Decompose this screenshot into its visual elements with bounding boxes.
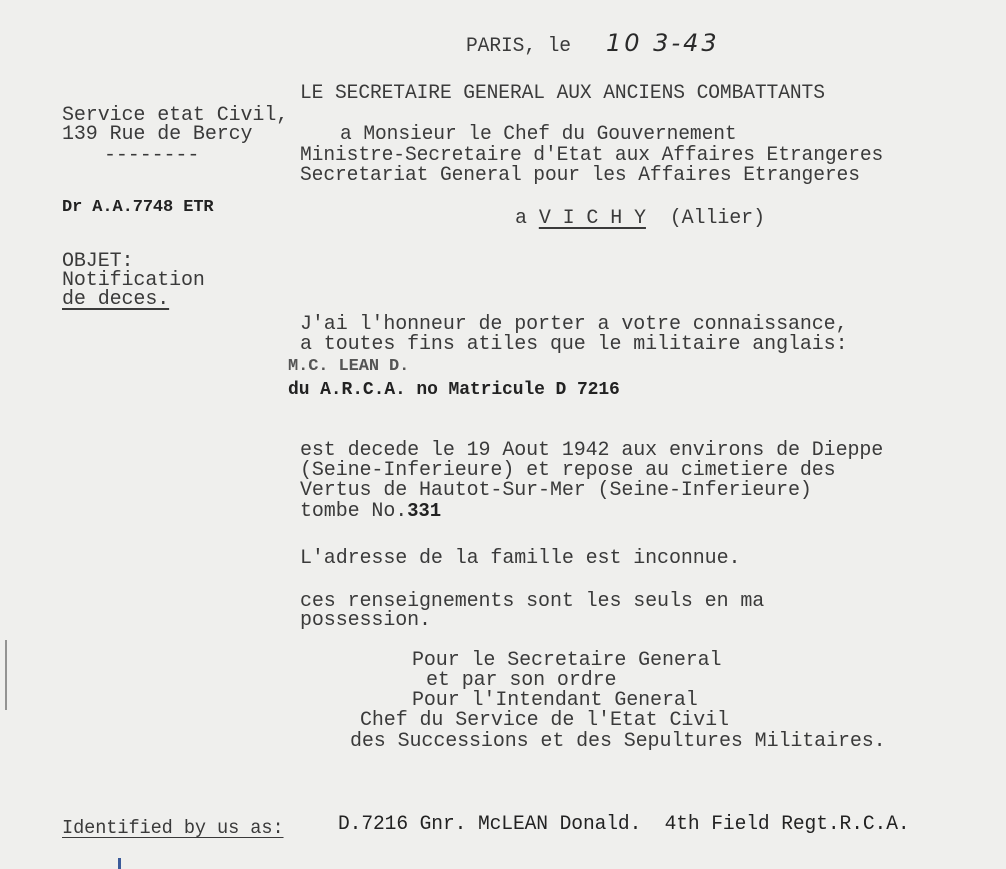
recipient-line-2: Ministre-Secretaire d'Etat aux Affaires Etrangeres bbox=[300, 144, 884, 167]
death-line-2: (Seine-Inferieure) et repose au cimetiere des bbox=[300, 459, 836, 482]
family-address-note: L'adresse de la famille est inconnue. bbox=[300, 547, 741, 570]
subject-line-1: Notification bbox=[62, 269, 205, 292]
grave-label: tombe No. bbox=[300, 500, 408, 523]
place-date-label: PARIS, le bbox=[466, 35, 571, 58]
signature-line-4: Chef du Service de l'Etat Civil bbox=[360, 709, 729, 732]
recipient-line-3: Secretariat General pour les Affaires Etrangeres bbox=[300, 164, 860, 187]
recipient-city-line bbox=[515, 209, 765, 229]
handwritten-date: 10 3-43 bbox=[606, 29, 720, 57]
subject-line-2: de deces. bbox=[62, 288, 170, 311]
death-line-3: Vertus de Hautot-Sur-Mer (Seine-Inferieure) bbox=[300, 479, 812, 502]
letterhead-title: LE SECRETAIRE GENERAL AUX ANCIENS COMBATTANTS bbox=[300, 82, 825, 105]
body-intro-2: a toutes fins atiles que le militaire anglais: bbox=[300, 333, 848, 356]
binding-mark bbox=[5, 640, 7, 710]
grave-number: 331 bbox=[407, 500, 442, 522]
subject-label: OBJET: bbox=[62, 250, 134, 273]
identification-text: D.7216 Gnr. McLEAN Donald. 4th Field Regt.R.C.A. bbox=[338, 813, 910, 836]
city: V I C H Y bbox=[538, 207, 646, 230]
ink-mark bbox=[118, 858, 121, 869]
recipient-line-1: a Monsieur le Chef du Gouvernement bbox=[340, 123, 737, 146]
reference-number: Dr A.A.7748 ETR bbox=[62, 198, 214, 217]
region: (Allier) bbox=[669, 207, 765, 230]
city-prefix: a bbox=[515, 207, 527, 230]
death-line-1: est decede le 19 Aout 1942 aux environs de Dieppe bbox=[300, 439, 884, 462]
grave-line bbox=[300, 501, 441, 522]
signature-line-1: Pour le Secretaire General bbox=[412, 649, 722, 672]
sender-address: 139 Rue de Bercy bbox=[62, 123, 253, 146]
signature-line-3: Pour l'Intendant General bbox=[412, 689, 698, 712]
identified-label: Identified by us as: bbox=[62, 817, 284, 839]
soldier-unit: du A.R.C.A. no Matricule D 7216 bbox=[288, 380, 620, 400]
sender-service: Service etat Civil, bbox=[62, 104, 289, 127]
signature-line-5: des Successions et des Sepultures Militaires. bbox=[350, 730, 886, 753]
sender-separator: -------- bbox=[104, 144, 200, 167]
info-line-2: possession. bbox=[300, 609, 431, 632]
signature-line-2: et par son ordre bbox=[426, 669, 617, 692]
soldier-name: M.C. LEAN D. bbox=[288, 357, 410, 376]
info-line-1: ces renseignements sont les seuls en ma bbox=[300, 590, 765, 613]
body-intro-1: J'ai l'honneur de porter a votre connaissance, bbox=[300, 313, 848, 336]
